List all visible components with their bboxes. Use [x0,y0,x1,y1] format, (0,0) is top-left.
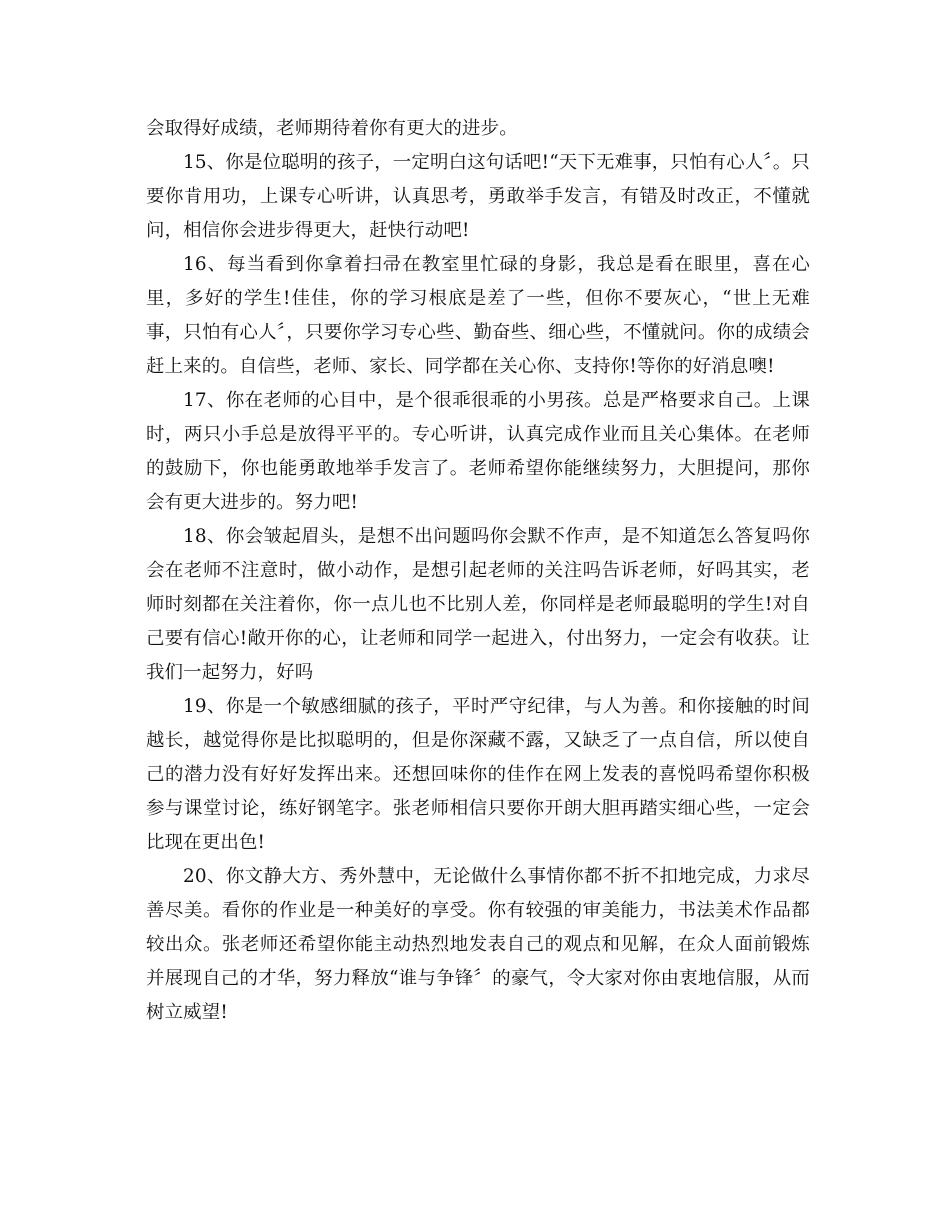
paragraph-comment-16: 16、每当看到你拿着扫帚在教室里忙碌的身影，我总是看在眼里，喜在心里，多好的学生!佳佳，你的学习根底是差了一些，但你不要灰心，“世上无难事，只怕有心人〞，只要你学习专心些、勤奋些、细心些，不懂就问。你的成绩会赶上来的。自信些，老师、家长、同学都在关心你、支持你!等你的好消息噢! [146,254,810,377]
document-body [146,112,810,1030]
paragraph-comment-17: 17、你在老师的心目中，是个很乖很乖的小男孩。总是严格要求自己。上课时，两只小手总是放得平平的。专心听讲，认真完成作业而且关心集体。在老师的鼓励下，你也能勇敢地举手发言了。老师希望你能继续努力，大胆提问，那你会有更大进步的。努力吧! [146,390,810,513]
paragraph-comment-19: 19、你是一个敏感细腻的孩子，平时严守纪律，与人为善。和你接触的时间越长，越觉得你是比拟聪明的，但是你深藏不露，又缺乏了一点自信，所以使自己的潜力没有好好发挥出来。还想回味你的佳作在网上发表的喜悦吗希望你积极参与课堂讨论，练好钢笔字。张老师相信只要你开朗大胆再踏实细心些，一定会比现在更出色! [146,696,810,853]
paragraph-comment-20: 20、你文静大方、秀外慧中，无论做什么事情你都不折不扣地完成，力求尽善尽美。看你的作业是一种美好的享受。你有较强的审美能力，书法美术作品都较出众。张老师还希望你能主动热烈地发表自己的观点和见解，在众人面前锻炼并展现自己的才华，努力释放“谁与争锋〞的豪气，令大家对你由衷地信服，从而树立威望! [146,866,810,1023]
paragraph-comment-15: 15、你是位聪明的孩子，一定明白这句话吧!“天下无难事，只怕有心人〞。只要你肯用功，上课专心听讲，认真思考，勇敢举手发言，有错及时改正，不懂就问，相信你会进步得更大，赶快行动吧! [146,152,810,241]
paragraph-comment-18: 18、你会皱起眉头，是想不出问题吗你会默不作声，是不知道怎么答复吗你会在老师不注意时，做小动作，是想引起老师的关注吗告诉老师，好吗其实，老师时刻都在关注着你，你一点儿也不比别人差，你同样是老师最聪明的学生!对自己要有信心!敞开你的心，让老师和同学一起进入，付出努力，一定会有收获。让我们一起努力，好吗 [146,526,810,683]
paragraph-continuation: 会取得好成绩，老师期待着你有更大的进步。 [146,118,518,139]
